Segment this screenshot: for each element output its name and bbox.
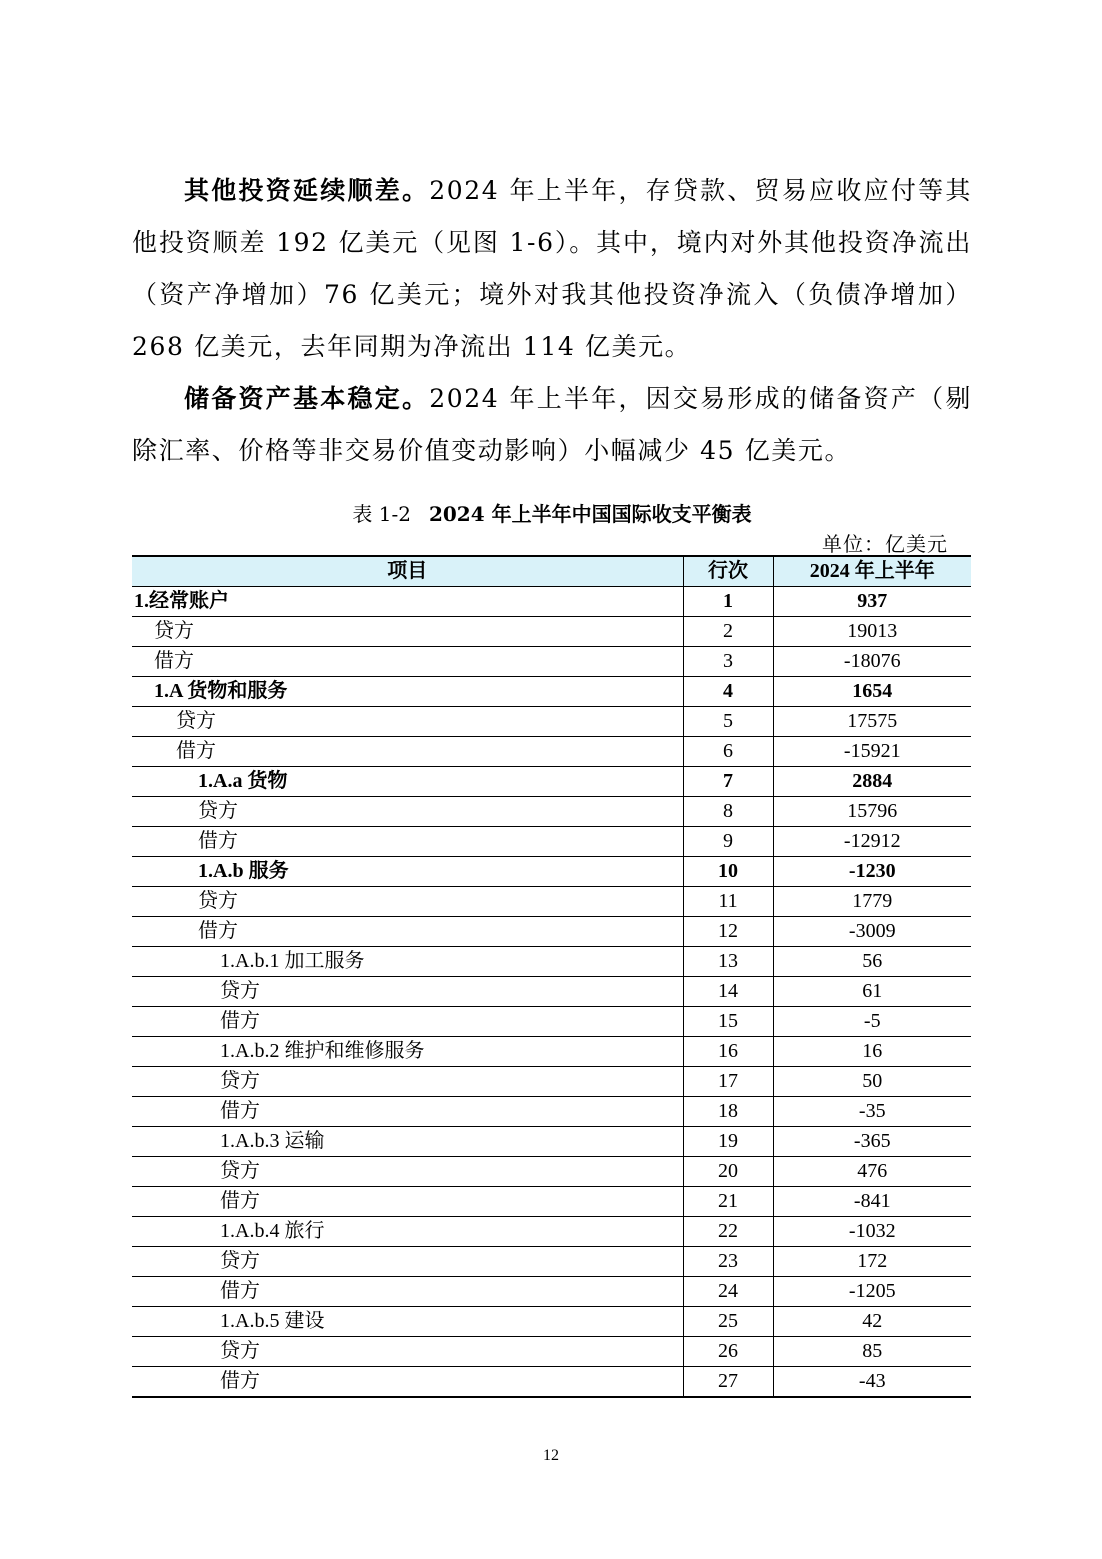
row-value: -15921 <box>773 737 971 767</box>
table-row <box>132 1067 971 1097</box>
row-item: 1.A.b.4 旅行 <box>132 1217 683 1247</box>
table-caption <box>132 498 972 527</box>
row-line-number: 18 <box>683 1097 773 1127</box>
row-item: 1.A.b 服务 <box>132 857 683 887</box>
row-line-number: 9 <box>683 827 773 857</box>
row-item: 借方 <box>132 827 683 857</box>
row-line-number: 22 <box>683 1217 773 1247</box>
paragraph-text: 2024 年上半年，存贷款、贸易应收应付等其他投资顺差 192 亿美元（见图 1-6）。其中，境内对外其他投资净流出（资产净增加）76 亿美元；境外对我其他投资净流入（负债净增加）268 亿美元，去年同期为净流出 114 亿美元。 <box>132 176 972 361</box>
row-value: -1230 <box>773 857 971 887</box>
row-value: 56 <box>773 947 971 977</box>
row-value: 15796 <box>773 797 971 827</box>
row-line-number: 17 <box>683 1067 773 1097</box>
row-line-number: 7 <box>683 767 773 797</box>
row-line-number: 2 <box>683 617 773 647</box>
table-row <box>132 1307 971 1337</box>
row-line-number: 14 <box>683 977 773 1007</box>
table-title: 2024 年上半年中国国际收支平衡表 <box>428 502 752 526</box>
row-value: 2884 <box>773 767 971 797</box>
row-item: 贷方 <box>132 1067 683 1097</box>
table-row <box>132 1157 971 1187</box>
header-item: 项目 <box>132 556 683 587</box>
row-line-number: 12 <box>683 917 773 947</box>
row-line-number: 8 <box>683 797 773 827</box>
row-line-number: 4 <box>683 677 773 707</box>
row-line-number: 3 <box>683 647 773 677</box>
row-line-number: 16 <box>683 1037 773 1067</box>
row-item: 贷方 <box>132 797 683 827</box>
row-value: -43 <box>773 1367 971 1398</box>
row-item: 1.A.b.3 运输 <box>132 1127 683 1157</box>
row-item: 借方 <box>132 1097 683 1127</box>
row-value: 937 <box>773 587 971 617</box>
table-row <box>132 647 971 677</box>
row-value: -5 <box>773 1007 971 1037</box>
header-value: 2024 年上半年 <box>773 556 971 587</box>
table-row <box>132 617 971 647</box>
row-item: 借方 <box>132 1277 683 1307</box>
row-item: 借方 <box>132 737 683 767</box>
row-item: 贷方 <box>132 1247 683 1277</box>
row-line-number: 24 <box>683 1277 773 1307</box>
paragraph-lead: 其他投资延续顺差。 <box>184 176 430 205</box>
row-value: 50 <box>773 1067 971 1097</box>
row-value: 172 <box>773 1247 971 1277</box>
row-line-number: 15 <box>683 1007 773 1037</box>
table-unit: 单位：亿美元 <box>822 532 948 556</box>
row-item: 贷方 <box>132 1337 683 1367</box>
row-item: 1.A.b.2 维护和维修服务 <box>132 1037 683 1067</box>
row-line-number: 26 <box>683 1337 773 1367</box>
table-row <box>132 1247 971 1277</box>
row-item: 1.A.b.5 建设 <box>132 1307 683 1337</box>
page-number: 12 <box>543 1447 559 1464</box>
row-value: -3009 <box>773 917 971 947</box>
row-item: 借方 <box>132 917 683 947</box>
table-row <box>132 1337 971 1367</box>
row-value: 85 <box>773 1337 971 1367</box>
table-row <box>132 1007 971 1037</box>
row-item: 贷方 <box>132 1157 683 1187</box>
table-row <box>132 707 971 737</box>
table-row <box>132 1127 971 1157</box>
row-value: -35 <box>773 1097 971 1127</box>
row-line-number: 21 <box>683 1187 773 1217</box>
row-value: 16 <box>773 1037 971 1067</box>
table-row <box>132 917 971 947</box>
row-line-number: 5 <box>683 707 773 737</box>
row-value: 19013 <box>773 617 971 647</box>
row-line-number: 11 <box>683 887 773 917</box>
row-line-number: 13 <box>683 947 773 977</box>
table-row <box>132 737 971 767</box>
row-value: -12912 <box>773 827 971 857</box>
row-value: -18076 <box>773 647 971 677</box>
row-line-number: 6 <box>683 737 773 767</box>
row-value: -365 <box>773 1127 971 1157</box>
row-value: 1779 <box>773 887 971 917</box>
row-line-number: 1 <box>683 587 773 617</box>
table-body <box>132 587 971 1398</box>
table-row <box>132 857 971 887</box>
row-item: 1.A.b.1 加工服务 <box>132 947 683 977</box>
row-line-number: 27 <box>683 1367 773 1398</box>
row-item: 借方 <box>132 1367 683 1398</box>
row-value: 476 <box>773 1157 971 1187</box>
table-row <box>132 797 971 827</box>
table-row <box>132 677 971 707</box>
row-item: 贷方 <box>132 887 683 917</box>
row-item: 借方 <box>132 1187 683 1217</box>
table-row <box>132 1037 971 1067</box>
table-row <box>132 767 971 797</box>
row-value: 42 <box>773 1307 971 1337</box>
table-row <box>132 947 971 977</box>
row-value: -1032 <box>773 1217 971 1247</box>
row-item: 1.A.a 货物 <box>132 767 683 797</box>
table-row <box>132 887 971 917</box>
row-item: 1.A 货物和服务 <box>132 677 683 707</box>
paragraph-other-investment <box>132 165 972 373</box>
table-row <box>132 1277 971 1307</box>
paragraph-lead: 储备资产基本稳定。 <box>184 384 430 413</box>
table-header-row <box>132 556 971 587</box>
row-value: -841 <box>773 1187 971 1217</box>
table-row <box>132 1217 971 1247</box>
row-line-number: 20 <box>683 1157 773 1187</box>
table-row <box>132 827 971 857</box>
balance-of-payments-table <box>132 555 971 1398</box>
table-row <box>132 1367 971 1398</box>
row-item: 贷方 <box>132 617 683 647</box>
row-value: 61 <box>773 977 971 1007</box>
table-row <box>132 1097 971 1127</box>
row-value: 17575 <box>773 707 971 737</box>
row-item: 贷方 <box>132 977 683 1007</box>
row-value: 1654 <box>773 677 971 707</box>
row-line-number: 19 <box>683 1127 773 1157</box>
row-line-number: 10 <box>683 857 773 887</box>
row-line-number: 23 <box>683 1247 773 1277</box>
table-row <box>132 587 971 617</box>
row-line-number: 25 <box>683 1307 773 1337</box>
table-row <box>132 977 971 1007</box>
row-item: 借方 <box>132 647 683 677</box>
header-line: 行次 <box>683 556 773 587</box>
row-item: 借方 <box>132 1007 683 1037</box>
table-number: 表 1-2 <box>352 502 411 526</box>
paragraph-reserve-assets <box>132 373 972 477</box>
row-item: 1.经常账户 <box>132 587 683 617</box>
table-row <box>132 1187 971 1217</box>
paragraph-text: 2024 年上半年，因交易形成的储备资产（剔除汇率、价格等非交易价值变动影响）小幅减少 45 亿美元。 <box>132 384 972 465</box>
row-item: 贷方 <box>132 707 683 737</box>
row-value: -1205 <box>773 1277 971 1307</box>
